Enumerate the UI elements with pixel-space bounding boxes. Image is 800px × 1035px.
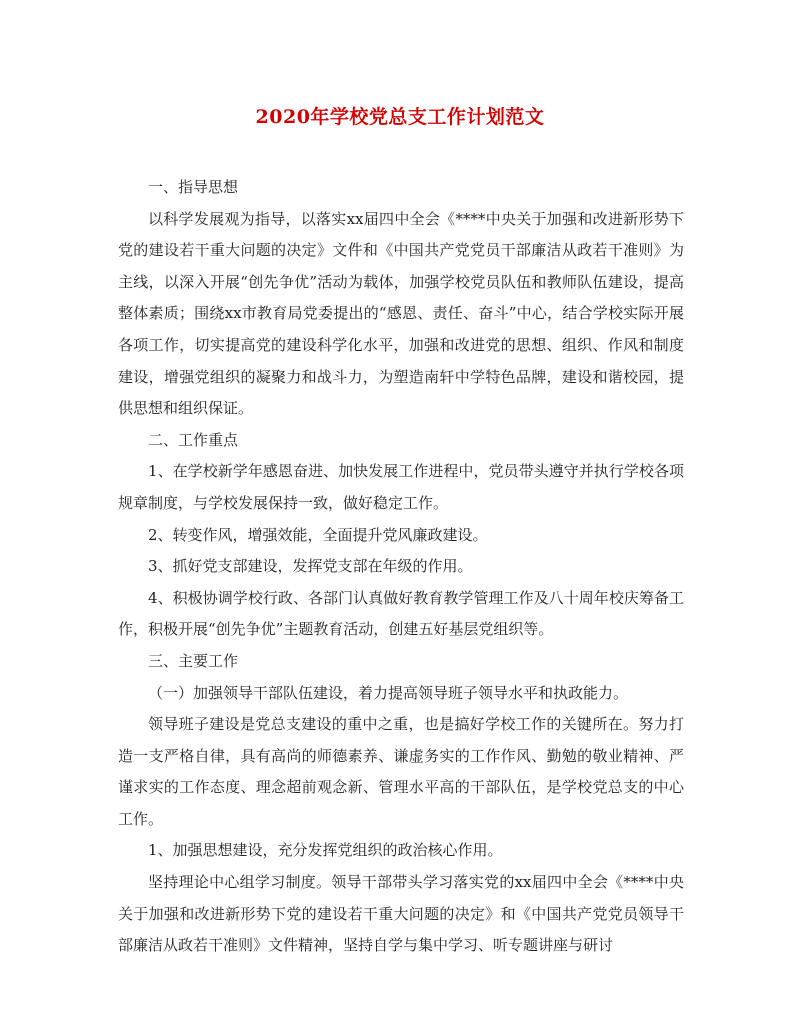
- section-heading-main-work: 三、主要工作: [148, 651, 239, 670]
- document-body: [118, 172, 684, 962]
- section-heading-guiding-ideology: 一、指导思想: [148, 178, 239, 196]
- paragraph-ideological-building: 1、加强思想建设，充分发挥党组织的政治核心作用。: [148, 841, 503, 860]
- paragraph-focus-item-4: 4、积极协调学校行政、各部门认真做好教育教学管理工作及八十周年校庆筹备工作，积极开展“创先争优”主题教育活动，创建五好基层党组织等。: [118, 588, 684, 639]
- paragraph-focus-item-2: 2、转变作风，增强效能，全面提升党风廉政建设。: [148, 525, 488, 544]
- subheading-leadership-team: （一）加强领导干部队伍建设，着力提高领导班子领导水平和执政能力。: [148, 683, 629, 702]
- paragraph-focus-item-3: 3、抓好党支部建设，发挥党支部在年级的作用。: [148, 557, 473, 576]
- paragraph-focus-item-1: 1、在学校新学年感恩奋进、加快发展工作进程中，党员带头遵守并执行学校各项规章制度，与学校发展保持一致，做好稳定工作。: [118, 462, 684, 512]
- paragraph-theory-study: 坚持理论中心组学习制度。领导干部带头学习落实党的xx届四中全会《****中央关于加强和改进新形势下党的建设若干重大问题的决定》和《中国共产党党员领导干部廉洁从政若干准则》文件精神，坚持自学与集中学习、听专题讲座与研讨: [118, 873, 684, 955]
- document-title: 2020年学校党总支工作计划范文: [255, 106, 545, 128]
- section-heading-work-focus: 二、工作重点: [148, 430, 239, 449]
- paragraph-guiding-ideology: 以科学发展观为指导，以落实xx届四中全会《****中央关于加强和改进新形势下党的建设若干重大问题的决定》文件和《中国共产党党员干部廉洁从政若干准则》为主线，以深入开展“创先争优”活动为载体，加强学校党员队伍和教师队伍建设，提高整体素质；围绕xx市教育局党委提出的“感恩、责任、奋斗”中心，结合学校实际开展各项工作，切实提高党的建设科学化水平，加强和改进党的思想、组织、作风和制度建设，增强党组织的凝聚力和战斗力，为塑造南轩中学特色品牌，建设和谐校园，提供思想和组织保证。: [118, 209, 684, 418]
- paragraph-leadership-team: 领导班子建设是党总支建设的重中之重，也是搞好学校工作的关键所在。努力打造一支严格自律，具有高尚的师德素养、谦虚务实的工作作风、勤勉的敬业精神、严谨求实的工作态度、理念超前观念新、管理水平高的干部队伍，是学校党总支的中心工作。: [118, 715, 684, 828]
